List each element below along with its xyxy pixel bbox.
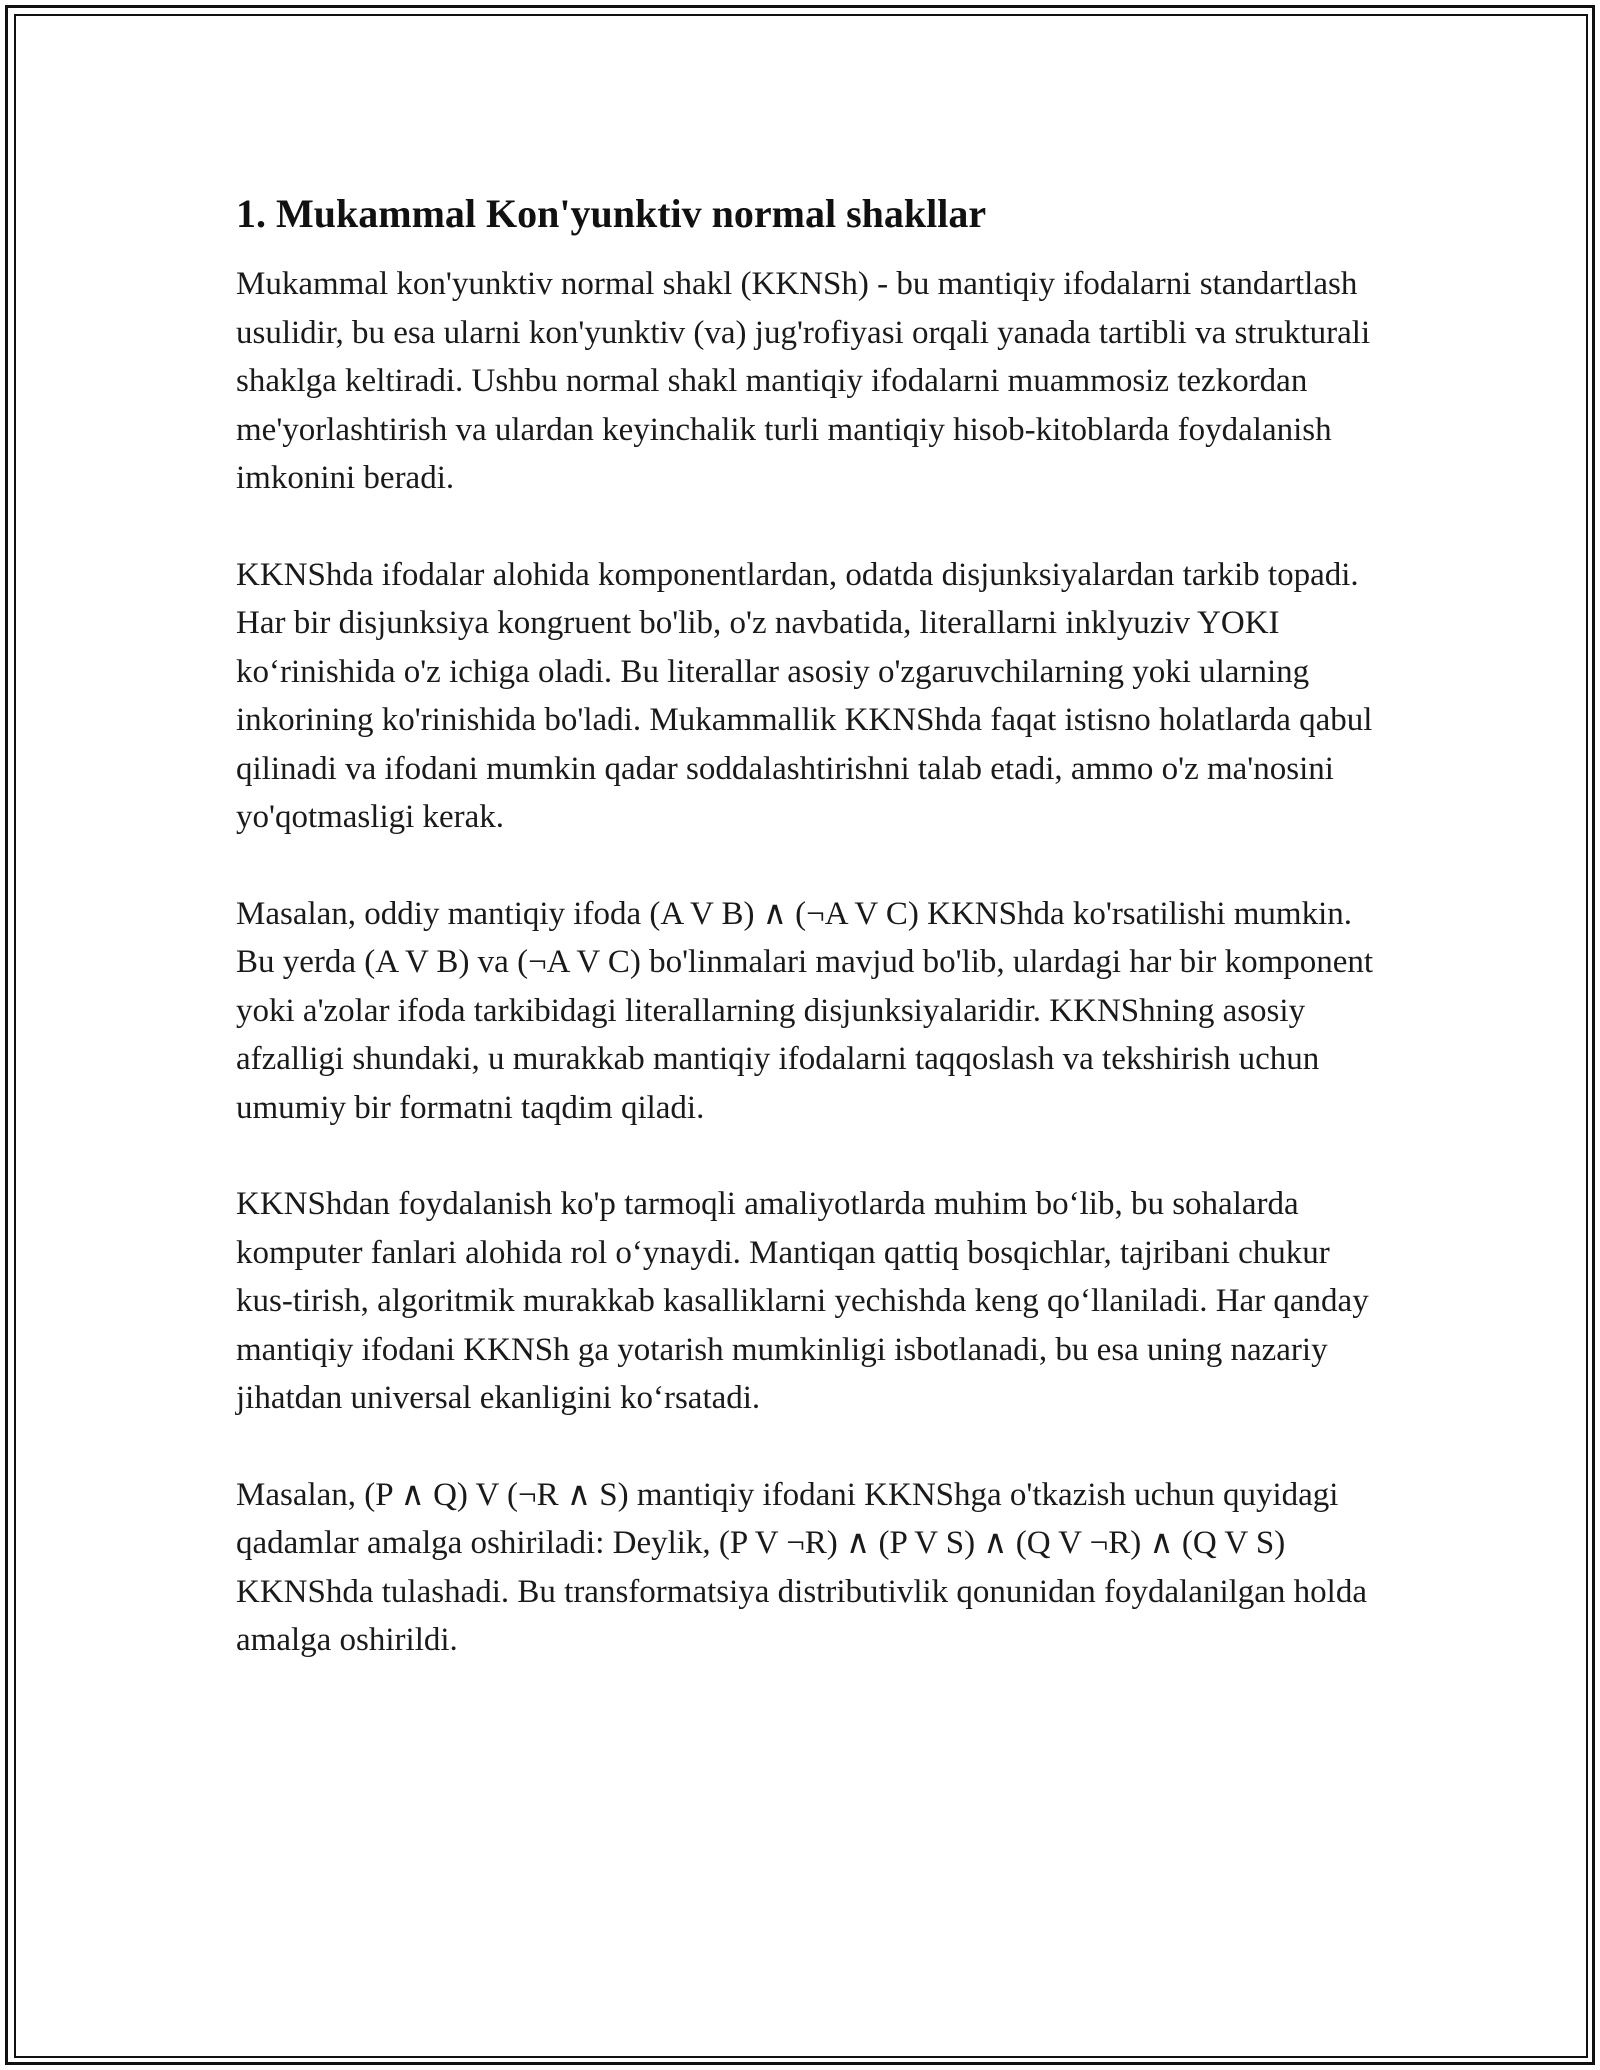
paragraph-example-2: Masalan, (P ∧ Q) V (¬R ∧ S) mantiqiy ifodani KKNShga o'tkazish uchun quyidagi qadamlar amalga oshiriladi: Deylik, (P V ¬R) ∧ (P V S) ∧ (Q V ¬R) ∧ (Q V S) KKNShda tulashadi. Bu transformatsiya distributivlik qonunidan foydalanilgan holda amalga oshirildi. [236, 1476, 1367, 1658]
document-body [236, 190, 1386, 1713]
paragraph-applications: KKNShdan foydalanish ko'p tarmoqli amaliyotlarda muhim bo‘lib, bu sohalarda komputer fanlari alohida rol o‘ynaydi. Mantiqan qattiq bosqichlar, tajribani chukur kus-tirish, algoritmik murakkab kasalliklarni yechishda keng qo‘llaniladi. Har qanday mantiqiy ifodani KKNSh ga yotarish mumkinligi isbotlanadi, bu esa uning nazariy jihatdan universal ekanligini ko‘rsatadi. [236, 1186, 1369, 1416]
paragraph-definition: Mukammal kon'yunktiv normal shakl (KKNSh) - bu mantiqiy ifodalarni standartlash usulidir, bu esa ularni kon'yunktiv (va) jug'rofiyasi orqali yanada tartibli va strukturali shaklga keltiradi. Ushbu normal shakl mantiqiy ifodalarni muammosiz tezkordan me'yorlashtirish va ulardan keyinchalik turli mantiqiy hisob-kitoblarda foydalanish imkonini beradi. [236, 266, 1371, 496]
paragraph-components: KKNShda ifodalar alohida komponentlardan, odatda disjunksiyalardan tarkib topadi. Har bir disjunksiya kongruent bo'lib, o'z navbatida, literallarni inklyuziv YOKI ko‘rinishida o'z ichiga oladi. Bu literallar asosiy o'zgaruvchilarning yoki ularning inkorining ko'rinishida bo'ladi. Mukammallik KKNShda faqat istisno holatlarda qabul qilinadi va ifodani mumkin qadar soddalashtirishni talab etadi, ammo o'z ma'nosini yo'qotmasligi kerak. [236, 556, 1373, 835]
paragraph-example-1: Masalan, oddiy mantiqiy ifoda (A V B) ∧ (¬A V C) KKNShda ko'rsatilishi mumkin. Bu yerda (A V B) va (¬A V C) bo'linmalari mavjud bo'lib, ulardagi har bir komponent yoki a'zolar ifoda tarkibidagi literallarning disjunksiyalaridir. KKNShning asosiy afzalligi shundaki, u murakkab mantiqiy ifodalarni taqqoslash va tekshirish uchun umumiy bir formatni taqdim qiladi. [236, 895, 1374, 1126]
section-heading: 1. Mukammal Kon'yunktiv normal shakllar [236, 191, 987, 236]
